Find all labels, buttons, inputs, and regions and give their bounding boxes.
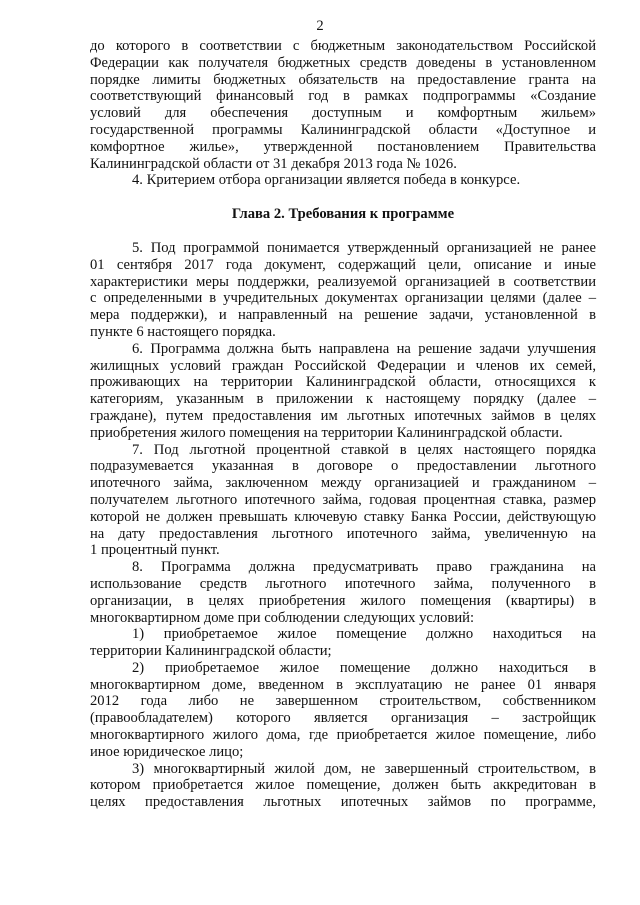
text-line: 8. Программа должна предусматривать право гражданина на bbox=[132, 559, 596, 576]
text-line: граждане), путем предоставления им льготных ипотечных займов в целях bbox=[90, 407, 596, 424]
text-line: 2012 года либо не завершенном строительством, собственником bbox=[90, 693, 596, 710]
chapter-heading: Глава 2. Требования к программе bbox=[231, 206, 455, 223]
text-line: 5. Под программой понимается утвержденный организацией не ранее bbox=[132, 239, 596, 256]
text-line: ипотечного займа, заключенном между организацией и гражданином – bbox=[90, 475, 596, 492]
text-line: проживающих на территории Калининградской области, относящихся к bbox=[90, 374, 596, 391]
text-line: мера поддержки), и направленный на решение задачи, установленной в bbox=[90, 307, 596, 324]
text-line: 1 процентный пункт. bbox=[90, 542, 220, 559]
text-line: 1) приобретаемое жилое помещение должно находиться на bbox=[132, 626, 596, 643]
text-line: территории Калининградской области; bbox=[90, 643, 332, 660]
text-line: приобретения жилого помещения на территории Калининградской области. bbox=[90, 424, 563, 441]
text-line: с определенными в учредительных документах организации целями (далее – bbox=[90, 290, 596, 307]
document-body bbox=[90, 38, 596, 811]
text-line: многоквартирного жилого дома, где приобретается жилое помещение, либо bbox=[90, 727, 596, 744]
text-line: государственной программы Калининградской области «Доступное и bbox=[90, 121, 596, 138]
text-line: на дату предоставления льготного ипотечного займа, увеличенную на bbox=[90, 525, 596, 542]
paragraph-4 bbox=[90, 172, 596, 189]
text-line: использование средств льготного ипотечного займа, полученного в bbox=[90, 575, 596, 592]
text-line: котором приобретается жилое помещение, должен быть аккредитован в bbox=[90, 777, 596, 794]
text-line: комфортное жилье», утвержденной постановлением Правительства bbox=[90, 138, 596, 155]
subitem-2 bbox=[90, 660, 596, 761]
text-line: Федерации как получателя бюджетных средств доведены в установленном bbox=[90, 54, 596, 71]
text-line: 2) приобретаемое жилое помещение должно находиться в bbox=[132, 659, 596, 676]
text-line: (правообладателем) которого является организация – застройщик bbox=[90, 710, 596, 727]
text-line: подразумевается указанная в договоре о предоставлении льготного bbox=[90, 458, 596, 475]
paragraph-6 bbox=[90, 341, 596, 442]
text-line: 6. Программа должна быть направлена на решение задачи улучшения bbox=[132, 340, 596, 357]
text-line: 01 сентября 2017 года документ, содержащий цели, описание и иные bbox=[90, 256, 596, 273]
text-line: организации, в целях приобретения жилого помещения (квартиры) в bbox=[90, 592, 596, 609]
text-line: целях предоставления льготных ипотечных займов по программе, bbox=[90, 794, 596, 811]
page-number: 2 bbox=[316, 18, 324, 34]
text-line: многоквартирном доме, введенном в эксплуатацию не ранее 01 января bbox=[90, 676, 596, 693]
subitem-3 bbox=[90, 761, 596, 811]
text-line: 4. Критерием отбора организации является победа в конкурсе. bbox=[132, 172, 521, 189]
text-line: жилищных условий граждан Российской Федерации и членов их семей, bbox=[90, 357, 596, 374]
text-line: категориям, указанным в приложении к настоящему порядку (далее – bbox=[90, 391, 596, 408]
paragraph-5 bbox=[90, 240, 596, 341]
paragraph-8 bbox=[90, 559, 596, 626]
text-line: 7. Под льготной процентной ставкой в целях настоящего порядка bbox=[132, 441, 596, 458]
text-line: Калининградской области от 31 декабря 2013 года № 1026. bbox=[90, 155, 457, 172]
text-line: многоквартирном доме при соблюдении следующих условий: bbox=[90, 609, 475, 626]
subitem-1 bbox=[90, 626, 596, 660]
paragraph-7 bbox=[90, 442, 596, 560]
text-line: 3) многоквартирный жилой дом, не завершенный строительством, в bbox=[132, 760, 596, 777]
text-line: соответствующий финансовый год в рамках подпрограммы «Создание bbox=[90, 88, 596, 105]
text-line: до которого в соответствии с бюджетным законодательством Российской bbox=[90, 38, 596, 54]
text-line: условий для обеспечения доступным и комфортным жильем» bbox=[90, 105, 596, 122]
text-line: иное юридическое лицо; bbox=[90, 743, 244, 760]
text-line: порядке лимиты бюджетных обязательств на предоставление гранта на bbox=[90, 71, 596, 88]
paragraph-3-continuation bbox=[90, 38, 596, 172]
text-line: пункте 6 настоящего порядка. bbox=[90, 323, 276, 340]
text-line: которой не должен превышать ключевую ставку Банка России, действующую bbox=[90, 508, 596, 525]
text-line: получателем льготного ипотечного займа, годовая процентная ставка, размер bbox=[90, 491, 596, 508]
text-line: характеристики меры поддержки, реализуемой организацией в соответствии bbox=[90, 273, 596, 290]
